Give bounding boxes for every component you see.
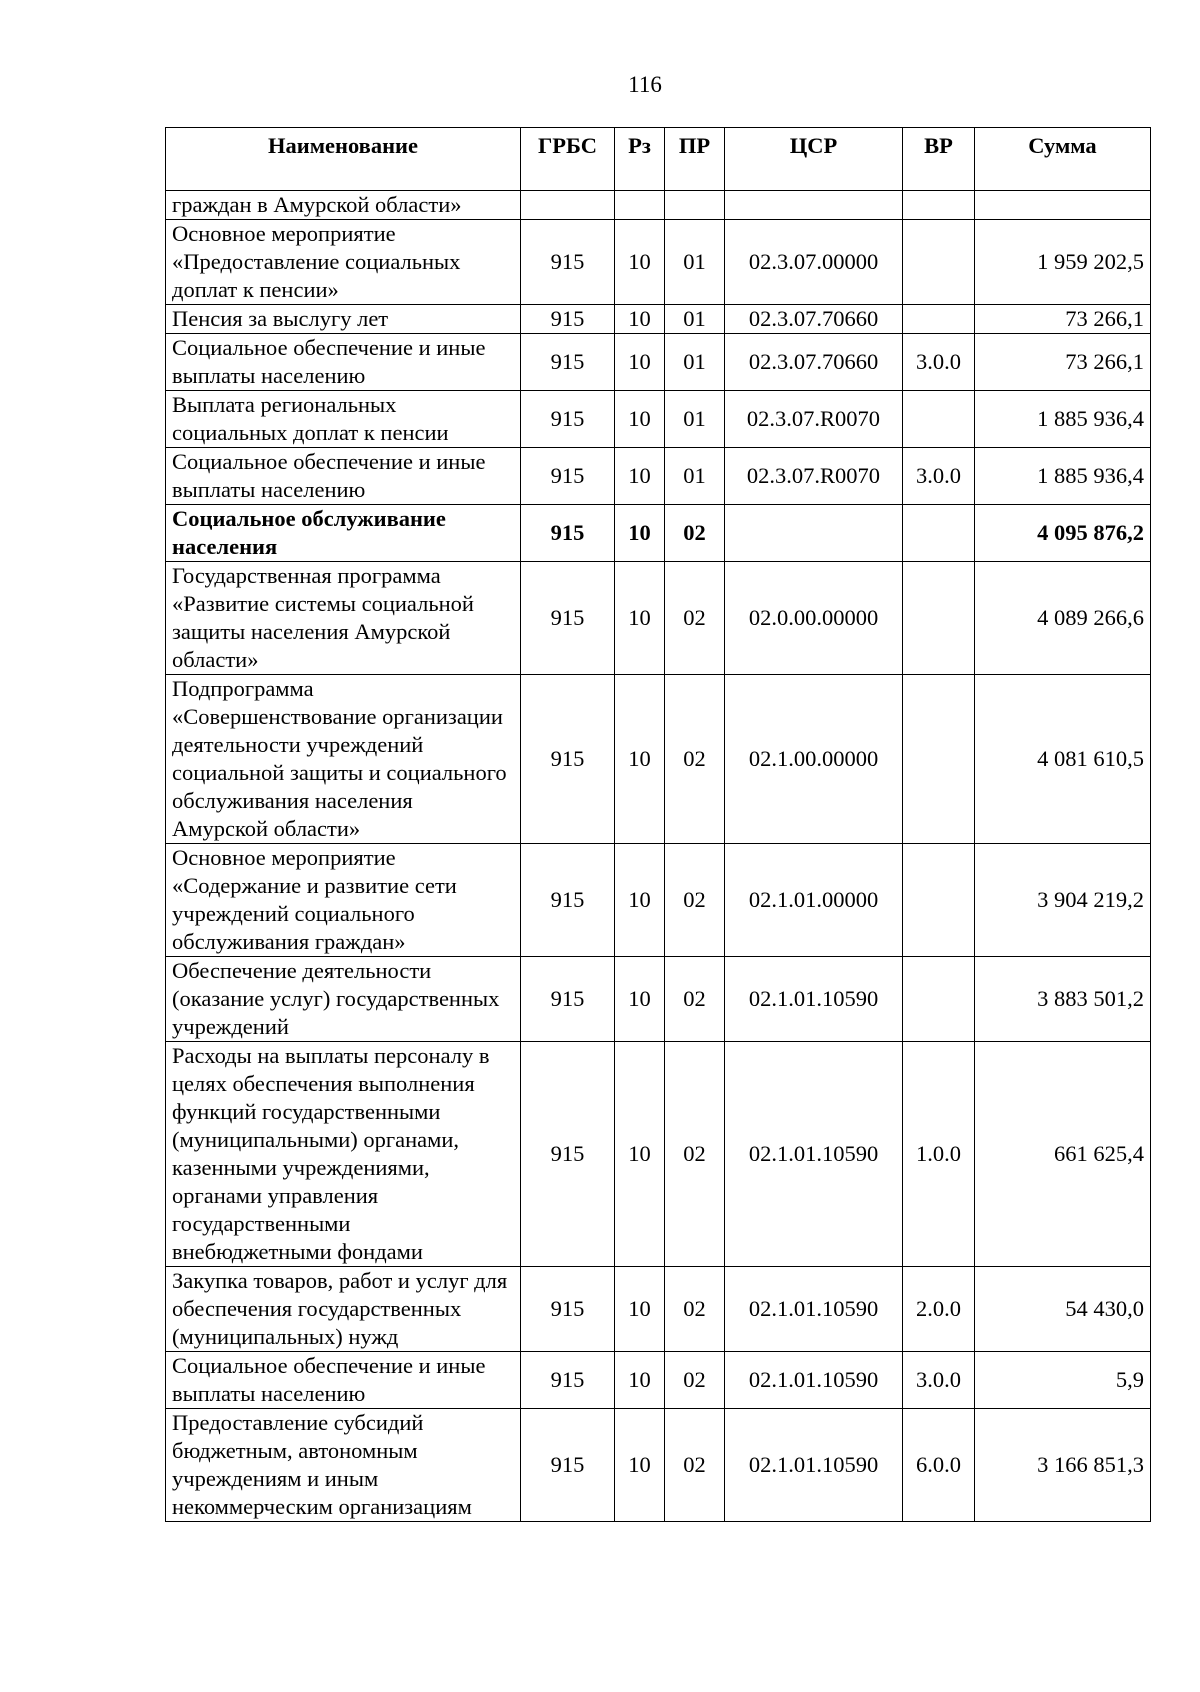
header-sum: Сумма	[975, 128, 1151, 191]
cell-csr: 02.1.01.10590	[725, 1267, 903, 1352]
cell-pr: 02	[665, 562, 725, 675]
cell-rz: 10	[615, 957, 665, 1042]
cell-grbs: 915	[521, 675, 615, 844]
cell-pr: 02	[665, 1042, 725, 1267]
cell-csr: 02.3.07.70660	[725, 334, 903, 391]
cell-rz: 10	[615, 220, 665, 305]
table-row	[166, 1042, 1151, 1267]
table-row	[166, 391, 1151, 448]
cell-sum: 5,9	[975, 1352, 1151, 1409]
header-vr: ВР	[903, 128, 975, 191]
cell-sum: 3 883 501,2	[975, 957, 1151, 1042]
cell-vr	[903, 957, 975, 1042]
cell-name: Пенсия за выслугу лет	[166, 305, 521, 334]
cell-grbs: 915	[521, 1409, 615, 1522]
cell-sum: 54 430,0	[975, 1267, 1151, 1352]
cell-rz: 10	[615, 675, 665, 844]
table-row	[166, 1352, 1151, 1409]
cell-sum: 4 089 266,6	[975, 562, 1151, 675]
cell-name: Обеспечение деятельности (оказание услуг) государственных учреждений	[166, 957, 521, 1042]
header-grbs: ГРБС	[521, 128, 615, 191]
cell-rz: 10	[615, 1267, 665, 1352]
cell-pr: 01	[665, 220, 725, 305]
cell-csr	[725, 505, 903, 562]
cell-sum: 3 166 851,3	[975, 1409, 1151, 1522]
cell-csr: 02.0.00.00000	[725, 562, 903, 675]
cell-pr: 02	[665, 675, 725, 844]
cell-vr: 3.0.0	[903, 448, 975, 505]
cell-sum: 4 081 610,5	[975, 675, 1151, 844]
cell-sum: 73 266,1	[975, 305, 1151, 334]
cell-name: Государственная программа «Развитие системы социальной защиты населения Амурской области»	[166, 562, 521, 675]
table-header-row	[166, 128, 1151, 191]
cell-csr	[725, 191, 903, 220]
cell-grbs: 915	[521, 305, 615, 334]
cell-sum: 4 095 876,2	[975, 505, 1151, 562]
header-rz: Рз	[615, 128, 665, 191]
cell-rz: 10	[615, 448, 665, 505]
table-row	[166, 334, 1151, 391]
cell-rz: 10	[615, 334, 665, 391]
cell-csr: 02.1.01.10590	[725, 957, 903, 1042]
cell-sum: 661 625,4	[975, 1042, 1151, 1267]
header-pr: ПР	[665, 128, 725, 191]
cell-name: Предоставление субсидий бюджетным, автономным учреждениям и иным некоммерческим организациям	[166, 1409, 521, 1522]
cell-name: Основное мероприятие «Содержание и развитие сети учреждений социального обслуживания граждан»	[166, 844, 521, 957]
cell-vr	[903, 675, 975, 844]
cell-grbs: 915	[521, 844, 615, 957]
cell-csr: 02.1.01.10590	[725, 1042, 903, 1267]
cell-rz: 10	[615, 391, 665, 448]
table-row	[166, 191, 1151, 220]
cell-rz: 10	[615, 562, 665, 675]
cell-pr: 01	[665, 391, 725, 448]
cell-vr	[903, 191, 975, 220]
cell-csr: 02.3.07.R0070	[725, 448, 903, 505]
cell-rz: 10	[615, 305, 665, 334]
cell-pr: 01	[665, 305, 725, 334]
cell-pr: 02	[665, 1409, 725, 1522]
budget-table	[165, 127, 1151, 1522]
cell-rz: 10	[615, 1409, 665, 1522]
cell-vr: 3.0.0	[903, 1352, 975, 1409]
cell-name: Выплата региональных социальных доплат к пенсии	[166, 391, 521, 448]
cell-csr: 02.1.00.00000	[725, 675, 903, 844]
cell-sum: 1 885 936,4	[975, 391, 1151, 448]
cell-vr: 6.0.0	[903, 1409, 975, 1522]
cell-name: Социальное обеспечение и иные выплаты населению	[166, 448, 521, 505]
cell-grbs: 915	[521, 334, 615, 391]
cell-name: Социальное обеспечение и иные выплаты населению	[166, 334, 521, 391]
cell-csr: 02.3.07.00000	[725, 220, 903, 305]
cell-csr: 02.1.01.10590	[725, 1409, 903, 1522]
cell-sum: 73 266,1	[975, 334, 1151, 391]
page-number: 116	[628, 72, 662, 97]
cell-name: Подпрограмма «Совершенствование организации деятельности учреждений социальной защиты и социального обслуживания населения Амурской области»	[166, 675, 521, 844]
cell-vr	[903, 220, 975, 305]
cell-name: Закупка товаров, работ и услуг для обеспечения государственных (муниципальных) нужд	[166, 1267, 521, 1352]
cell-grbs: 915	[521, 505, 615, 562]
cell-grbs: 915	[521, 448, 615, 505]
cell-name: Социальное обслуживание населения	[166, 505, 521, 562]
cell-grbs: 915	[521, 1267, 615, 1352]
table-row	[166, 957, 1151, 1042]
table-row	[166, 844, 1151, 957]
cell-vr: 2.0.0	[903, 1267, 975, 1352]
header-name: Наименование	[166, 128, 521, 191]
cell-grbs: 915	[521, 562, 615, 675]
cell-sum: 1 885 936,4	[975, 448, 1151, 505]
cell-name: граждан в Амурской области»	[166, 191, 521, 220]
table-row	[166, 305, 1151, 334]
cell-pr: 01	[665, 334, 725, 391]
table-row	[166, 448, 1151, 505]
cell-grbs: 915	[521, 1042, 615, 1267]
cell-csr: 02.3.07.70660	[725, 305, 903, 334]
cell-rz	[615, 191, 665, 220]
cell-csr: 02.1.01.10590	[725, 1352, 903, 1409]
cell-name: Социальное обеспечение и иные выплаты населению	[166, 1352, 521, 1409]
cell-sum: 1 959 202,5	[975, 220, 1151, 305]
cell-name: Расходы на выплаты персоналу в целях обеспечения выполнения функций государственными (муниципальными) органами, казенными учреждениями, органами управления государственными внебюджетными фондами	[166, 1042, 521, 1267]
cell-vr	[903, 505, 975, 562]
cell-vr: 1.0.0	[903, 1042, 975, 1267]
cell-grbs: 915	[521, 220, 615, 305]
cell-rz: 10	[615, 505, 665, 562]
cell-rz: 10	[615, 1352, 665, 1409]
cell-csr: 02.3.07.R0070	[725, 391, 903, 448]
cell-pr	[665, 191, 725, 220]
cell-pr: 02	[665, 1267, 725, 1352]
cell-sum	[975, 191, 1151, 220]
cell-grbs: 915	[521, 957, 615, 1042]
table-row	[166, 505, 1151, 562]
cell-pr: 02	[665, 844, 725, 957]
cell-name: Основное мероприятие «Предоставление социальных доплат к пенсии»	[166, 220, 521, 305]
cell-pr: 02	[665, 505, 725, 562]
table-row	[166, 562, 1151, 675]
cell-pr: 02	[665, 1352, 725, 1409]
cell-rz: 10	[615, 1042, 665, 1267]
cell-vr: 3.0.0	[903, 334, 975, 391]
cell-vr	[903, 562, 975, 675]
cell-pr: 01	[665, 448, 725, 505]
cell-grbs	[521, 191, 615, 220]
table-row	[166, 675, 1151, 844]
cell-pr: 02	[665, 957, 725, 1042]
cell-csr: 02.1.01.00000	[725, 844, 903, 957]
cell-vr	[903, 844, 975, 957]
table-row	[166, 220, 1151, 305]
cell-vr	[903, 305, 975, 334]
cell-grbs: 915	[521, 391, 615, 448]
table-row	[166, 1409, 1151, 1522]
cell-rz: 10	[615, 844, 665, 957]
table-row	[166, 1267, 1151, 1352]
cell-sum: 3 904 219,2	[975, 844, 1151, 957]
cell-grbs: 915	[521, 1352, 615, 1409]
cell-vr	[903, 391, 975, 448]
header-csr: ЦСР	[725, 128, 903, 191]
